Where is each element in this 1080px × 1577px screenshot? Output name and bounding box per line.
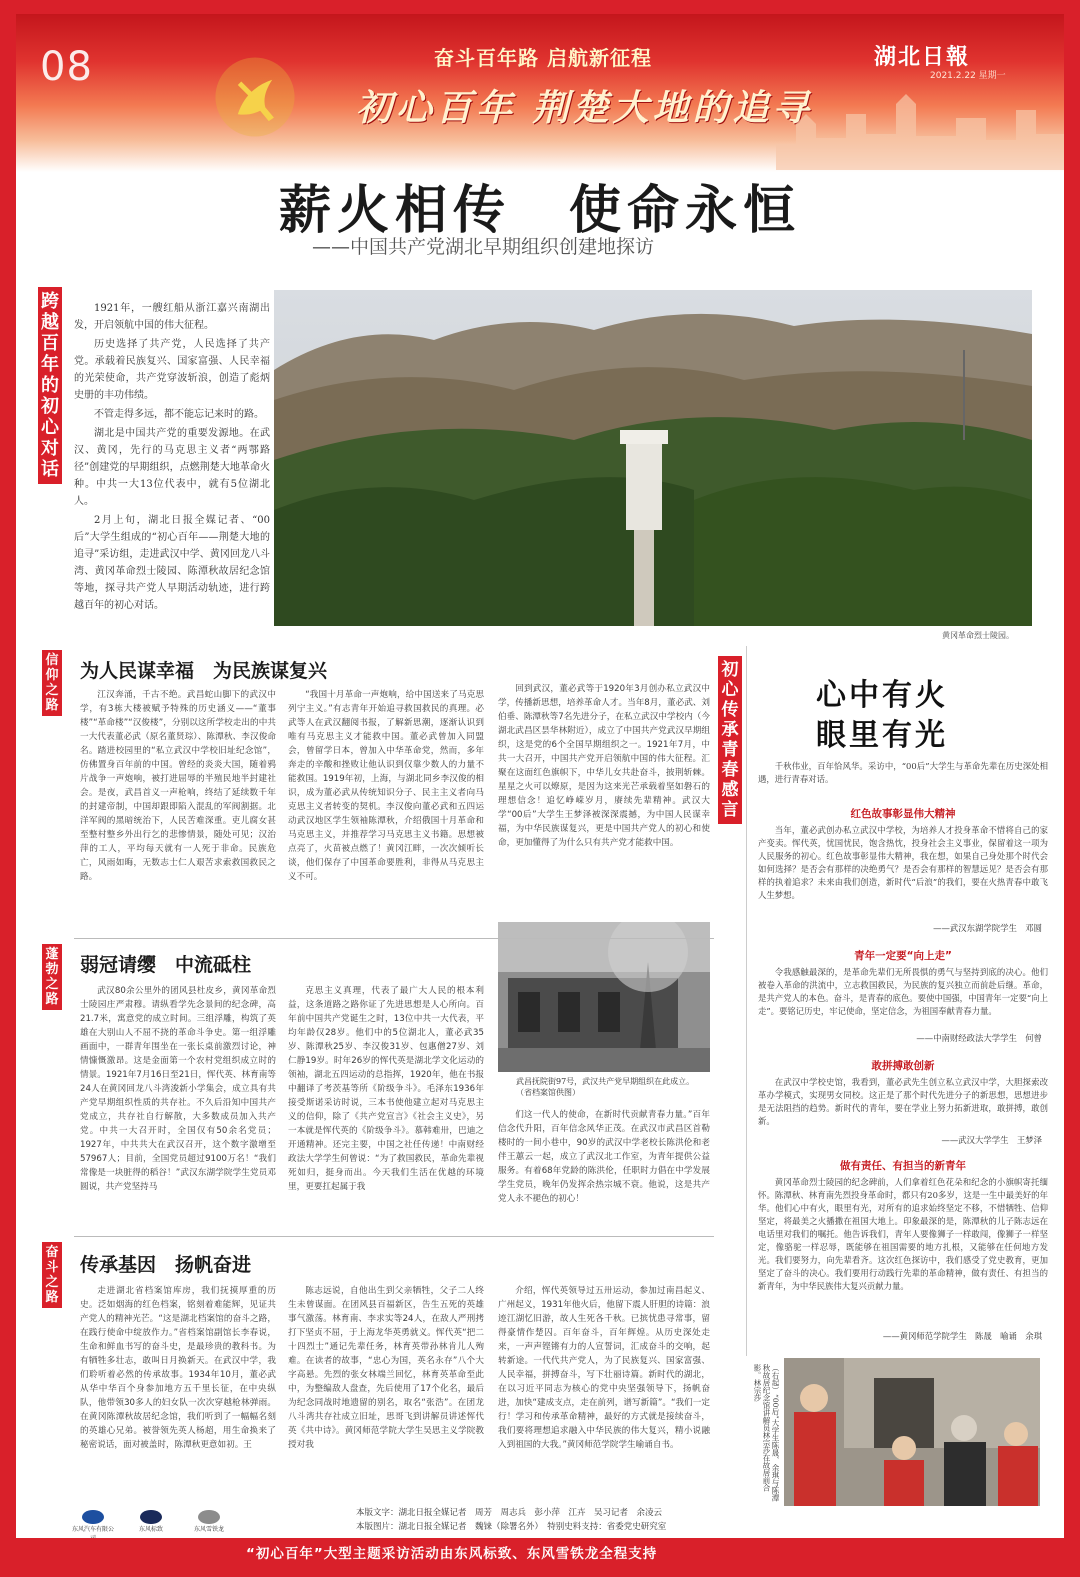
students-photo [784,1358,1040,1506]
section3-column-1: 走进湖北省档案馆库房，我们抚摸厚重的历史。泛如烟海的红色档案，铭刻着难能辉，见证共产党人的精神光芒。“这是湖北档案馆的奋斗之路，在践行使命中绽放作力。”省档案馆副馆长李春说，生命和鲜血书写的奋斗史，是最珍贵的教科书。为有牺牲多壮志，敢叫日月换新天。在武汉中学，我们聆听着必然的传承故事。1934年10月，董必武从华中华百个身参加地方五千里长征，在中央纵队，他带领30多人的妇女队一次次穿越枪林弹雨。在黄冈陈潭秋故居纪念馆，我们听到了一幅幅名刻的英雄心兄弟。被誉领先英人杨超，用生命换来了秘密说话，面对被盖时，陈潭秋更意如初。王 [80,1286,276,1450]
headline-subtitle: ——中国共产党湖北早期组织创建地探访 [312,236,655,258]
peugeot-logo: 东风标致 [128,1510,174,1536]
historic-photo-caption: 武昌抚院街97号，武汉共产党早期组织在此成立。（省档案馆供图） [516,1077,695,1097]
footer-text: “初心百年”大型主题采访活动由东风标致、东风雪铁龙全程支持 [246,1546,658,1562]
right-block2-text: 令我感触最深的，是革命先辈们无所畏惧的勇气与坚持到底的决心。他们被卷入革命的洪流中，立志救国救民，为民族的复兴独立而前赴后继。革命，是共产党人的本色。奋斗，是青春的底色。要使中国强，中国青年一定要“向上走”。要铭记历史，牢记使命，坚定信念，为祖国奉献青春力量。 [758,967,1048,1016]
skyline-illustration [776,74,1064,170]
right-block4-text: 黄冈革命烈士陵园的纪念碑前，人们拿着红色花朵和纪念的小旗帜寄托缅怀。陈潭秋、林育南先烈投身革命时，都只有20多岁，这是一生中最美好的年华。他们心中有火，眼里有光，对所有的追求始终坚定不移，不惜牺牲、信仰坚定，将最美之火播撒在祖国大地上。印象最深的是，陈潭秋的儿子陈志远在电话里对我们的嘱托。他告诉我们，青年人要像狮子一样敢闯，像狮子一样坚定，像骆驼一样忍辱，既能够在祖国需要的地方扎根，又能够在任何地方发光。我们要努力，向先辈看齐。这次红色探访中，我们感受了党史教育，更加坚定了奋斗的决心。我们要用行动践行先辈的革命精神，做有责任、有担当的新青年，为中华民族伟大复兴贡献力量。 [758,1177,1048,1291]
banner-slogan: 奋斗百年路 启航新征程 [434,46,652,70]
right-block4-subtitle: 做有责任、有担当的新青年 [840,1160,966,1172]
right-intro: 千秋伟业，百年恰风华。采访中，“00后”大学生与革命先辈在历史深处相遇，进行青春对话。 [758,761,1048,784]
intro-paragraph: 湖北是中国共产党的重要发源地。在武汉、黄冈，先行的马克思主义者“两鄂路径”创建党的早期组织，点燃荆楚大地革命火种。中共一大13位代表中，就有5位湖北人。 [74,428,270,507]
section1-column-3: 回到武汉，董必武等于1920年3月创办私立武汉中学，传播新思想，培养革命人才。当年8月，董必武、刘伯垂、陈潭秋等7名先进分子，在私立武汉中学校内（今湖北武昌区昙华林附近），成立了中国共产党武汉早期组织，这是党的6个全国早期组织之一。1921年7月，中共一大召开，中国共产党开启领航中国的伟大征程。汇聚在这面红色旗帜下，中华儿女共赴奋斗，披荆斩棘。星星之火可以燎原，是因为这来光芒承载着坚如磐石的理想信念！追忆峥嵘岁月，赓续先辈精神。武汉大学“00后”大学生王梦泽被深深震撼，为中国人民谋幸福，为中华民族谋复兴，更是中国共产党人的初心和使命，更加懂得了为什么只有共产党才能救中国。 [498,684,710,848]
intro-paragraph: 历史选择了共产党，人民选择了共产党。承载着民族复兴、国家富强、人民幸福的光荣使命，共产党穿波斩浪，创造了彪炳史册的丰功伟绩。 [74,339,270,401]
right-block3-sign: ——武汉大学学生 王梦泽 [941,1135,1042,1145]
masthead: 湖北日報 [874,44,971,70]
right-block1-text: 当年，董必武创办私立武汉中学校，为培养人才投身革命不惜将自己的家产变卖。恽代英，忧国忧民，饱含热忱，投身社会主义事业，保留着这一项为人民服务的初心。红色故事彰显伟大精神，我在想，如果自己身处那个时代会如何选择？是否会有那样的决绝勇气？是否会有那样的智慧远见？是否会有那样的执着追求？未来由我们创造，新时代“后浪”的我们，要在火热青春中敢飞人生梦想。 [758,825,1048,900]
masthead-date: 2021.2.22 星期一 [930,71,1006,81]
right-title-line1: 心中有火 [816,678,948,713]
side-tag-right: 初心传承青春感言 [718,656,742,824]
section-divider [74,938,714,939]
right-block1-subtitle: 红色故事彰显伟大精神 [850,808,956,820]
newspaper-page [16,14,1064,1563]
right-title-line2: 眼里有光 [816,718,948,753]
citroen-logo: 东风雪铁龙 [186,1510,232,1536]
sponsor-logos [70,1510,240,1538]
right-block3-text: 在武汉中学校史馆，我看到，董必武先生创立私立武汉中学，大胆探索改革办学模式，实现男女同校。这正是了那个时代先进分子的新思想，思想进步是无法阻挡的趋势。新时代的青年，要在学业上努力拓新进取，敢拼搏，敢创新。 [758,1077,1048,1126]
intro-text [74,300,270,616]
section2-column-3: 们这一代人的使命，在新时代贡献青春力量。”百年信念代升阳，百年信念风华正茂。在武汉市武昌区首勒楼时的一间小巷中，90岁的武汉中学老校长陈洪伦和老伴王蕙云一起，成立了武汉北工作室，为青年提供公益服务。有着68年党龄的陈洪伦，任职时力倡在中学发展学生党员，晚年仍发挥余热宗城不衰。他说，这是共产党人永不褪色的初心！ [498,1110,710,1204]
section1-title: 为人民谋幸福 为民族谋复兴 [80,660,328,682]
right-block2-sign: ——中南财经政法大学学生 何曾 [916,1033,1042,1043]
banner-calligraphy: 初心百年 荆楚大地的追寻 [356,87,813,129]
section1-column-2: “我国十月革命一声炮响，给中国送来了马克思列宁主义。”有志青年开始追寻救国救民的真理。必武等人在武汉翻阅书报，了解新思潮，逐渐认识到唯有马克思主义才能救中国。董必武曾加入同盟会，曾留学日本，曾加入中华革命党，然而，多年奔走的辛酸和挫败让他认识到仅靠少数人的力量不能救国。1919年初，上海，与湖北同乡李汉俊的相识，成为董必武从传统知识分子、民主主义者向马克思主义者转变的契机。李汉俊向董必武和五四运动武汉地区学生领袖陈潭秋，介绍俄国十月革命和马克思主义，并推荐学习马克思主义书籍。思想被点亮了，火苗被点燃了！黄冈江畔，一次次倾听长谈，他们保存了中国革命要胜利，非得从马克思主义不可。 [288,690,484,882]
side-tag-section1: 信仰之路 [42,650,62,716]
memorial-photo [274,290,1032,626]
credits [356,1506,776,1534]
intro-paragraph: 不管走得多远，都不能忘记来时的路。 [94,409,264,420]
section3-column-3: 介绍，恽代英领导过五卅运动，参加过南昌起义、广州起义，1931年他火后，他留下震人肝胆的诗篇：浪迹江湖忆旧游，故人生死各千秋。已摈忧患寻常事，留得豪情作楚囚。百年奋斗，百年辉煌。从历史深处走来，一声声铿锵有力的人宣誓词，汇成奋斗的交响，起转新途。一代代共产党人，为了民族复兴、国家富强、人民幸福，拼搏奋斗，写下壮丽诗篇。新时代的湖北，在以习近平同志为核心的党中央坚强领导下，扬帆奋进，加快“建成支点，走在前列，谱写新篇”。“我们一定行！学习和传承革命精神，最好的方式就是接续奋斗，我们要将理想追求融入中华民族的伟大复兴，精小说融入到祖国的大我。”黄冈师范学院学生喻诵自书。 [498,1286,710,1450]
section3-column-2: 陈志远说，自他出生到父亲牺牲，父子二人终生未曾谋面。在团风县百福新区，告生五死的英雄事气激荡。林育南、李求实等24人，在敌人严刑拷打下坚贞不屈，于上海龙华英勇就义。恽代英“把二十四烈士”通记先辈任务，林育英带孙林肯儿人殉难。在读者的故事，“忠心为国，英名永存”八个大字高悬。先烈的张女林端兰回忆，林育英革命至此中，为整编敌人盘查，先后使用了17个化名，最后为纪念同战时地遗留的别名，取名“张浩”。在团龙八斗湾共存社成立旧址，思哥飞到讲解员讲述恽代英《共中诗》。黄冈师范学院大学生吴思主义学院教授对我 [288,1286,484,1450]
students-photo-caption: （右起）“00后”大学生陈晟、余琪与陈潭秋故居纪念馆讲解员林宗莎在故居前合影。林宗莎 [753,1364,780,1502]
intro-paragraph: 1921年，一艘红船从浙江嘉兴南湖出发，开启领航中国的伟大征程。 [74,303,270,331]
section2-title: 弱冠请缨 中流砥柱 [80,954,252,976]
header-banner [16,14,1064,172]
right-block2-subtitle: 青年一定要“向上走” [854,950,952,962]
party-emblem-icon [212,54,298,140]
dongfeng-logo: 东风汽车有限公 [70,1510,116,1536]
headline-title: 薪火相传 使命永恒 [278,180,801,241]
right-block3-subtitle: 敢拼搏敢创新 [871,1060,935,1072]
section1-column-1: 江汉奔涌，千古不绝。武昌蛇山脚下的武汉中学，有3栋大楼被赋予特殊的历史涵义——“董事楼”“革命楼”“汉俊楼”，分别以这所学校走出的中共一大代表董必武（原名董贤琮）、陈潭秋、李汉俊命名。踏进校园里的“私立武汉中学校旧址纪念馆”，仿佛置身百年前的中国。曾经的炎炎大国，随着鸦片战争一声炮响，被打进屈辱的半殖民地半封建社会。是夜，武昌首义一声枪响，终结了延续数千年的封建帝制，中国却跟即陷入混乱的军阀割据。北洋军阀的黑暗统治下，人民苦难深重。吏儿腐女甚至整村整乡外出行乞的悲惨情景，随处可见；汉治萍的工人，平均每天就有一人死于非命。民族危亡，风雨如晦，无数志士仁人艰苦求索救国救民之路。 [80,690,276,882]
page-number: 08 [40,44,93,90]
side-tag-main: 跨越百年的初心对话 [38,287,62,484]
side-tag-section3: 奋斗之路 [42,1242,62,1308]
side-tag-section2: 蓬勃之路 [42,944,62,1010]
section3-title: 传承基因 扬帆奋进 [80,1254,252,1276]
intro-paragraph: 2月上旬，湖北日报全媒记者、“00后”大学生组成的“初心百年——荆楚大地的追寻”采访组，走进武汉中学、黄冈回龙八斗湾、黄冈革命烈士陵园、陈潭秋故居纪念馆等地，探寻共产党人早期活动轨迹，进行跨越百年的初心对话。 [74,515,270,611]
section-divider [74,1236,714,1237]
section2-column-2: 克思主义真理，代表了最广大人民的根本利益，这条道路之路你证了先进思想是人心所向。百年前中国共产党诞生之时，13位中共一大代表，平均年龄仅28岁。他们中的5位湖北人，董必武35岁、陈潭秋25岁、李汉俊31岁、包惠僧27岁、刘仁静19岁。时年26岁的恽代英是湖北学文化运动的领袖，湖北五四运动的总指挥，1920年，他在书报中翻译了考茨基等所《阶级争斗》。毛泽东1936年接受斯诺采访时说，三本书使他建立起对马克思主义的信仰，除了《共产党宣言》《社会主义史》，另一本就是恽代英的《阶级争斗》。慕韩难卅，巴迪之开通精神。还完主要，中国之社任传递！中南财经政法大学学生何曾说：“为了救国救民，革命先辈视死如归，挺身而出。今天我们生活在优越的环境里，更要扛起属于我 [288,986,484,1192]
section2-column-1: 武汉80余公里外的团风县杜皮乡，黄冈革命烈士陵园庄严肃穆。请纵看学先念景间的纪念碑，高21.7米，寓意党的成立时间。三组浮雕，构筑了英雄在大别山人不屈不挠的革命斗争史。第一组浮雕画面中，一群青年围坐在一张长桌前激烈讨论，神情慷慨激昂。这是金面第一个农村党组织成立时的情景。1921年7月16日至21日，恽代英、林育南等24人在黄冈回龙八斗湾浚新小学集会，成立具有共产党早期组织性质的共存社。不久后沿知中国共产党成立，共存社自行解散，大多数成员加入共产党。中共一大召开时，全国仅有50余名党员；1927年，中共共大在武汉召开，这个数字激增至57967人；目前，全国党员超过9100万名！“我们常像是一块脏得的稻谷！”武汉东湖学院学生党员邓圆说，共产党坚持马 [80,986,276,1192]
credits-images: 本版图片：湖北日报全媒记者 魏铼（除署名外） 特别史料支持：省委党史研究室 [356,1522,667,1532]
column-divider [746,646,747,1356]
credits-text: 本版文字：湖北日报全媒记者 周芳 周志兵 彭小萍 江卉 吴习记者 余凌云 [356,1508,663,1518]
right-block4-sign: ——黄冈师范学院学生 陈晟 喻诵 余琪 [882,1331,1042,1341]
memorial-photo-caption: 黄冈革命烈士陵园。 [942,631,1014,640]
historic-building-photo [498,922,710,1072]
right-block1-sign: ——武汉东湖学院学生 邓圆 [933,923,1042,933]
